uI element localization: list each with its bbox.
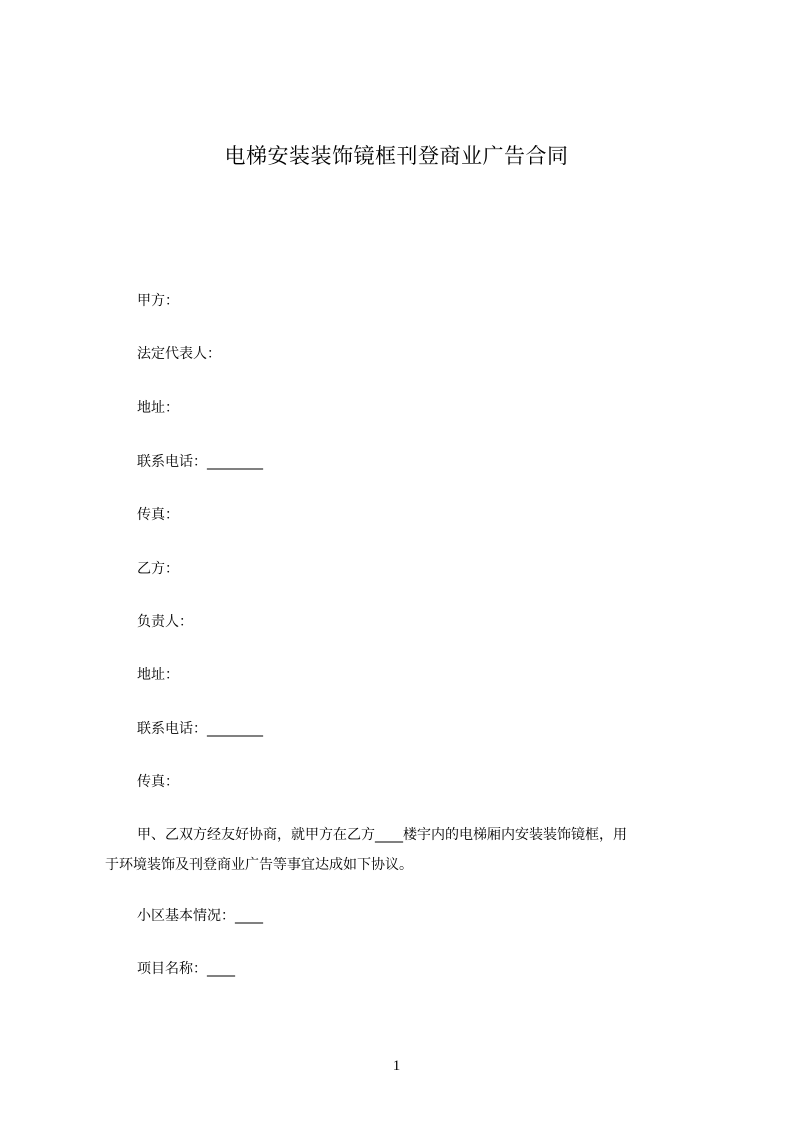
project-name-field: 项目名称：____: [137, 961, 235, 977]
agreement-paragraph-line-1: 甲、乙双方经友好协商，就甲方在乙方____楼宇内的电梯厢内安装装饰镜框，用: [137, 827, 627, 843]
document-title: 电梯安装装饰镜框刊登商业广告合同: [224, 144, 569, 168]
party-b-field: 乙方：: [137, 561, 179, 577]
legal-representative-field: 法定代表人：: [137, 346, 221, 362]
party-b-fax-field: 传真：: [137, 774, 179, 790]
party-a-fax-field: 传真：: [137, 507, 179, 523]
page-number: 1: [392, 1058, 401, 1074]
agreement-paragraph: [105, 825, 705, 875]
party-b-phone-field: 联系电话：________: [137, 721, 263, 737]
party-a-field: 甲方：: [137, 293, 179, 309]
party-a-address-field: 地址：: [137, 400, 179, 416]
party-a-phone-field: 联系电话：________: [137, 454, 263, 470]
person-in-charge-field: 负责人：: [137, 614, 193, 630]
agreement-paragraph-line-2: 于环境装饰及刊登商业广告等事宜达成如下协议。: [105, 857, 413, 873]
community-info-field: 小区基本情况：____: [137, 908, 263, 924]
party-b-address-field: 地址：: [137, 667, 179, 683]
